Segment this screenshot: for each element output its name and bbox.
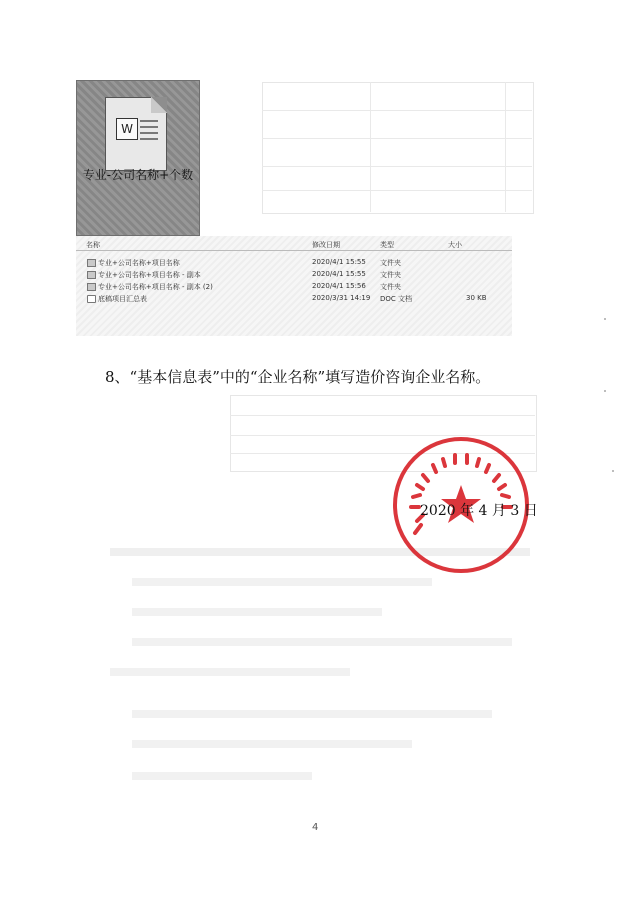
file-name: 专业+公司名称+项目名称: [98, 259, 180, 267]
scan-speck: [604, 390, 606, 392]
instruction-paragraph: 8、“基本信息表”中的“企业名称”填写造价咨询企业名称。: [105, 368, 491, 386]
bleed-through-rule: [370, 82, 371, 212]
file-modified: 2020/3/31 14:19: [312, 294, 371, 302]
bleed-through-text: [132, 772, 312, 780]
bleed-through-text: [132, 638, 512, 646]
document-date: 2020 年 4 月 3 日: [420, 503, 538, 519]
file-modified: 2020/4/1 15:55: [312, 258, 366, 266]
file-type: DOC 文档: [380, 295, 413, 303]
bleed-through-rule: [262, 110, 532, 111]
word-document-icon: [87, 295, 96, 303]
file-list-screenshot: [76, 236, 512, 336]
bleed-through-text: [132, 578, 432, 586]
file-type: 文件夹: [380, 283, 401, 291]
folder-icon: [87, 271, 96, 279]
folder-icon: [87, 283, 96, 291]
folder-icon: [87, 259, 96, 267]
word-document-icon: [105, 97, 167, 171]
bleed-through-text: [132, 710, 492, 718]
bleed-through-text: [132, 740, 412, 748]
bleed-through-rule: [262, 166, 532, 167]
file-type: 文件夹: [380, 271, 401, 279]
file-list-row[interactable]: [76, 270, 512, 280]
file-name: 专业+公司名称+项目名称 - 副本: [98, 271, 201, 279]
file-list-row[interactable]: [76, 294, 512, 304]
column-header-type[interactable]: 类型: [380, 241, 394, 249]
file-modified: 2020/4/1 15:56: [312, 282, 366, 290]
file-list-row[interactable]: [76, 258, 512, 268]
bleed-through-rule: [230, 415, 535, 416]
scan-speck: [612, 470, 614, 472]
bleed-through-table: [262, 82, 534, 214]
column-header-name[interactable]: 名称: [86, 241, 100, 249]
file-tile-screenshot[interactable]: [76, 80, 200, 236]
file-modified: 2020/4/1 15:55: [312, 270, 366, 278]
bleed-through-rule: [230, 435, 535, 436]
scan-speck: [604, 318, 606, 320]
column-header-size[interactable]: 大小: [448, 241, 462, 249]
file-name: 专业+公司名称+项目名称 - 副本 (2): [98, 283, 213, 291]
file-tile-label: 专业-公司名称+个数: [82, 168, 194, 182]
word-badge: W: [116, 118, 138, 140]
bleed-through-rule: [262, 138, 532, 139]
file-type: 文件夹: [380, 259, 401, 267]
bleed-through-rule: [505, 82, 506, 212]
bleed-through-text: [132, 608, 382, 616]
bleed-through-rule: [262, 190, 532, 191]
column-header-modified[interactable]: 修改日期: [312, 241, 340, 249]
file-name: 底稿项目汇总表: [98, 295, 147, 303]
bleed-through-text: [110, 668, 350, 676]
file-list-header: [76, 238, 512, 251]
file-size: 30 KB: [466, 294, 487, 302]
file-list-row[interactable]: [76, 282, 512, 292]
page-number: 4: [312, 822, 319, 833]
